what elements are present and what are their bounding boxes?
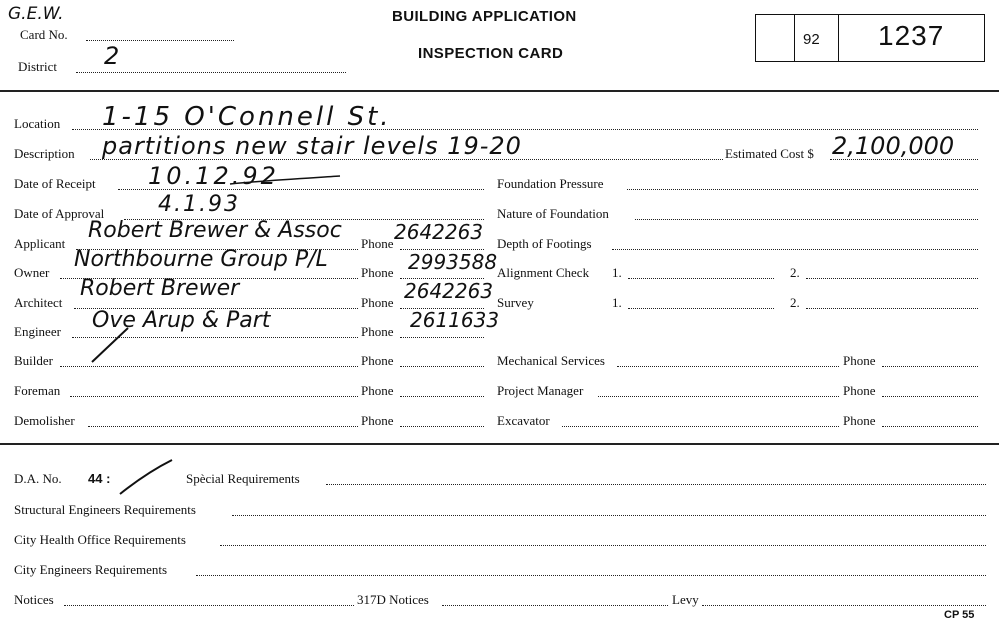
survey-1: 1. — [612, 295, 622, 310]
applicant-label: Applicant — [14, 236, 66, 251]
alignment-2: 2. — [790, 265, 800, 280]
excavator-phone-label: Phone — [843, 413, 876, 428]
notices-317d-line — [442, 605, 668, 606]
engineer-diagonal-stroke — [92, 328, 128, 362]
date-receipt-underline-stroke — [230, 176, 340, 184]
city-engineers-requirements-line — [196, 575, 986, 576]
location-label: Location — [14, 116, 61, 131]
applicant-phone-label: Phone — [361, 236, 394, 251]
owner-value: Northbourne Group P/L — [74, 247, 328, 272]
architect-value: Robert Brewer — [80, 276, 240, 301]
survey-label: Survey — [497, 295, 534, 310]
applicant-phone: 2642263 — [394, 220, 484, 244]
structural-requirements-line — [232, 515, 986, 516]
alignment-1: 1. — [612, 265, 622, 280]
engineer-label: Engineer — [14, 324, 61, 339]
health-requirements-label: City Health Office Requirements — [14, 532, 186, 547]
owner-phone: 2993588 — [408, 250, 498, 274]
special-requirements-label: Spècial Requirements — [186, 471, 300, 486]
foreman-phone-label: Phone — [361, 383, 394, 398]
survey-2: 2. — [790, 295, 800, 310]
engineer-value: Ove Arup & Part — [92, 308, 271, 333]
date-receipt-label: Date of Receipt — [14, 176, 96, 191]
form-subtitle: INSPECTION CARD — [418, 45, 564, 62]
location-value: 1-15 O'Connell St. — [102, 102, 392, 132]
card-handwritten-note: G.E.W. — [8, 4, 64, 24]
section-rule — [0, 443, 999, 445]
da-label: D.A. No. — [14, 471, 62, 486]
excavator-label: Excavator — [497, 413, 550, 428]
applicant-value: Robert Brewer & Assoc — [88, 218, 342, 243]
notices-label: Notices — [14, 592, 54, 607]
city-engineers-requirements-label: City Engineers Requirements — [14, 562, 168, 577]
builder-phone-label: Phone — [361, 353, 394, 368]
district-value: 2 — [104, 42, 120, 70]
demolisher-phone-label: Phone — [361, 413, 394, 428]
project-manager-label: Project Manager — [497, 383, 584, 398]
owner-label: Owner — [14, 265, 50, 280]
da-slash-stroke — [120, 460, 172, 494]
health-requirements-line — [220, 545, 986, 546]
notices-line — [64, 605, 354, 606]
year-code: 92 — [803, 31, 820, 48]
depth-footings-label: Depth of Footings — [497, 236, 592, 251]
project-manager-phone-label: Phone — [843, 383, 876, 398]
demolisher-label: Demolisher — [14, 413, 75, 428]
builder-label: Builder — [14, 353, 53, 368]
engineer-phone: 2611633 — [410, 308, 500, 332]
date-receipt-value: 10.12.92 — [148, 162, 279, 190]
card-no-label: Card No. — [20, 27, 68, 42]
estimated-cost-label: Estimated Cost $ — [725, 146, 814, 161]
description-label: Description — [14, 146, 75, 161]
architect-label: Architect — [14, 295, 63, 310]
date-approval-label: Date of Approval — [14, 206, 105, 221]
form-code: CP 55 — [944, 609, 975, 621]
engineer-phone-label: Phone — [361, 324, 394, 339]
levy-line — [702, 605, 986, 606]
district-label: District — [18, 59, 57, 74]
structural-requirements-label: Structural Engineers Requirements — [14, 502, 196, 517]
alignment-check-label: Alignment Check — [497, 265, 590, 280]
architect-phone-label: Phone — [361, 295, 394, 310]
da-value: 44 : — [88, 471, 111, 486]
description-value: partitions new stair levels 19-20 — [102, 132, 522, 160]
architect-phone: 2642263 — [404, 279, 494, 303]
nature-foundation-label: Nature of Foundation — [497, 206, 609, 221]
mechanical-label: Mechanical Services — [497, 353, 605, 368]
owner-phone-label: Phone — [361, 265, 394, 280]
foreman-label: Foreman — [14, 383, 61, 398]
special-requirements-line — [326, 484, 986, 485]
mechanical-phone-label: Phone — [843, 353, 876, 368]
levy-label: Levy — [672, 592, 699, 607]
card-number: 1237 — [878, 20, 945, 51]
estimated-cost-value: 2,100,000 — [832, 132, 955, 160]
date-approval-value: 4.1.93 — [158, 192, 240, 217]
notices-317d-label: 317D Notices — [357, 592, 429, 607]
foundation-pressure-label: Foundation Pressure — [497, 176, 604, 191]
form-title: BUILDING APPLICATION — [392, 8, 577, 25]
